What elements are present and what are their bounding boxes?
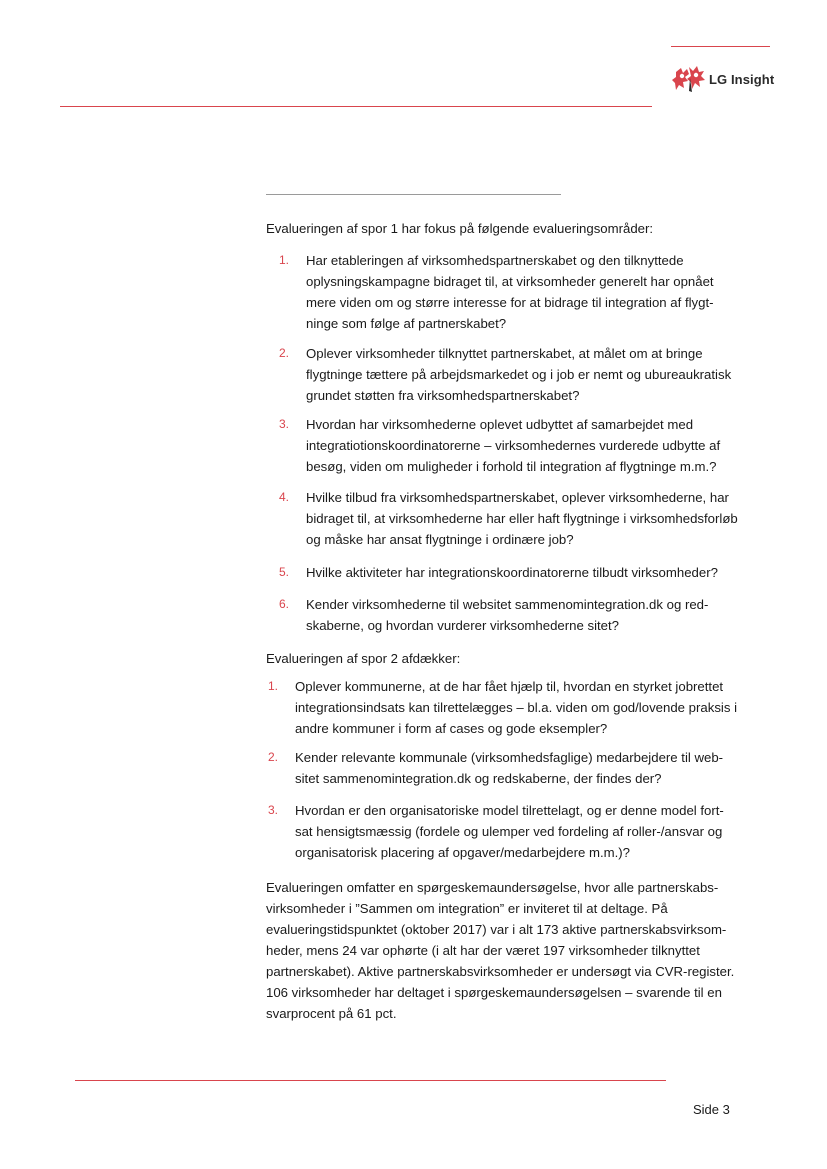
closing-paragraph: Evalueringen omfatter en spørgeskemaundersøgelse, hvor alle partnerskabs-virksomheder i ”Sammen om integration” er inviteret til at deltage. På evalueringstidspunktet (oktober 2017) var i alt 173 aktive partnerskabsvirksom-heder, mens 24 var ophørte (i alt har der været 197 virksomheder tilknyttet partnerskabet). Aktive partnerskabsvirksomheder er undersøgt via CVR-register. 106 virksomheder har deltaget i spørgeskemaundersøgelsen – svarende til en svarprocent på 61 pct. bbox=[266, 880, 735, 1021]
list-number: 2. bbox=[279, 346, 290, 360]
list-item bbox=[279, 343, 739, 406]
spor1-intro: Evalueringen af spor 1 har fokus på følgende evalueringsområder: bbox=[266, 221, 654, 236]
list-item bbox=[279, 594, 739, 636]
lg-insight-logo-icon bbox=[672, 64, 706, 94]
list-item-text: Hvordan er den organisatoriske model tilrettelagt, og er denne model fort-sat hensigtsmæssig (fordele og ulemper ved fordeling af roller-/ansvar og organisatorisk placering af opgaver/medarbejdere m.m.)? bbox=[295, 803, 724, 860]
header-accent-rule bbox=[671, 46, 770, 47]
list-item bbox=[279, 414, 739, 477]
list-number: 2. bbox=[268, 750, 279, 764]
header-rule bbox=[60, 106, 652, 107]
list-number: 6. bbox=[279, 597, 290, 611]
list-item-text: Har etableringen af virksomhedspartnerskabet og den tilknyttede oplysningskampagne bidraget til, at virksomheder generelt har opnået mere viden om og større interesse for at bidrage til integration af flygt-ninge som følge af partnerskabet? bbox=[306, 253, 714, 331]
footer-rule bbox=[75, 1080, 666, 1081]
list-item bbox=[279, 250, 739, 334]
list-item-text: Kender virksomhederne til websitet sammenomintegration.dk og red-skaberne, og hvordan vurderer virksomhederne sitet? bbox=[306, 597, 709, 633]
list-item-text: Hvilke tilbud fra virksomhedspartnerskabet, oplever virksomhederne, har bidraget til, at virksomhederne har eller haft flygtninge i virksomhedsforløb og måske har ansat flygtninge i ordinære job? bbox=[306, 490, 738, 547]
list-item-text: Kender relevante kommunale (virksomhedsfaglige) medarbejdere til web-sitet sammenomintegration.dk og redskaberne, der findes der? bbox=[295, 750, 724, 786]
section-divider bbox=[266, 194, 561, 195]
list-number: 4. bbox=[279, 490, 290, 504]
list-number: 3. bbox=[279, 417, 290, 431]
list-number: 1. bbox=[279, 253, 290, 267]
list-item bbox=[268, 747, 738, 789]
spor2-intro: Evalueringen af spor 2 afdækker: bbox=[266, 651, 461, 666]
list-item bbox=[279, 562, 718, 583]
list-item bbox=[279, 487, 739, 550]
list-item-text: Hvordan har virksomhederne oplevet udbyttet af samarbejdet med integratiotionskoordinatorerne – virksomhedernes vurderede udbytte af besøg, viden om muligheder i forhold til integration af flygtninge m.m.? bbox=[306, 417, 721, 474]
list-item-text: Hvilke aktiviteter har integrationskoordinatorerne tilbudt virksomheder? bbox=[306, 565, 718, 580]
list-number: 3. bbox=[268, 803, 279, 817]
list-item-text: Oplever kommunerne, at de har fået hjælp til, hvordan en styrket jobrettet integrationsindsats kan tilrettelægges – bl.a. viden om god/lovende praksis i andre kommuner i form af cases og gode eksempler? bbox=[295, 679, 738, 736]
list-number: 1. bbox=[268, 679, 279, 693]
logo-text: LG Insight bbox=[709, 71, 775, 87]
lg-insight-logo bbox=[672, 64, 774, 94]
list-item bbox=[268, 800, 738, 863]
list-item bbox=[268, 676, 738, 739]
list-item-text: Oplever virksomheder tilknyttet partnerskabet, at målet om at bringe flygtninge tættere på arbejdsmarkedet og i job er nemt og ubureaukratisk grundet støtten fra virksomhedspartnerskabet? bbox=[306, 346, 732, 403]
page-number: Side 3 bbox=[693, 1102, 730, 1117]
list-number: 5. bbox=[279, 565, 290, 579]
